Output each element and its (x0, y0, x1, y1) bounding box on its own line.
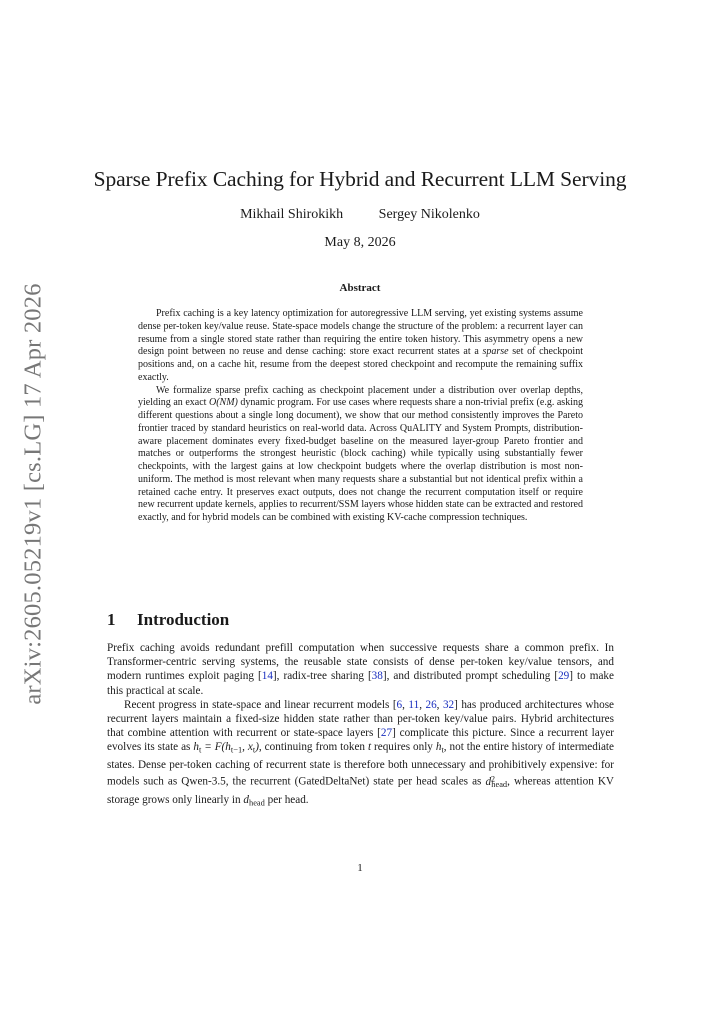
math-symbol: , x (242, 741, 253, 754)
abstract-text: Prefix caching is a key latency optimization for autoregressive LLM serving, yet existing systems assume dense per-token key/value reuse. State-space models change the structure of the problem: a recurrent layer can resume from a single stored state rather than requiring the entire token history. This asymmetry opens a new design point between no reuse and dense caching: store exact recurrent states at a (138, 308, 583, 358)
author-name: Mikhail Shirokikh (240, 207, 344, 222)
section-body (107, 641, 614, 810)
inline-math: t (367, 741, 372, 754)
body-text: , continuing from token (258, 741, 368, 754)
math-subscript: t (198, 745, 202, 755)
page-number: 1 (357, 862, 363, 874)
inline-math: O(NM) (208, 397, 238, 409)
section-number: 1 (107, 610, 116, 629)
author-name: Sergey Nikolenko (378, 207, 480, 222)
arxiv-identifier-stamp (10, 282, 58, 705)
inline-math (243, 794, 264, 806)
body-text: Recent progress in state-space and linear recurrent models [ (124, 698, 397, 711)
math-subscript: t−1 (230, 745, 243, 755)
inline-math (485, 776, 507, 788)
math-subscript: head (491, 780, 508, 790)
abstract-text: dynamic program. For use cases where requests share a non-trivial prefix (e.g. asking different questions about a single long document), we show that our method consistently improves the Pareto frontier traced by standard heuristics on real-world data. Across QuALITY and System Prompts, distribution-aware placement dominates every fixed-budget baseline on the measured layer-group Pareto frontier and matches or outperforms the strongest heuristic (block caching) while typically using substantially fewer checkpoints, with the largest gains at low checkpoint budgets where the overlap distribution is most non-uniform. The method is most relevant when many requests share a substantial but not identical prefix within a retained cache entry. It preserves exact outputs, does not change the recurrent computation itself or require new recurrent update kernels, applies to recurrent/SSM layers whose hidden state can be extracted and restored exactly, and for hybrid models can be combined with existing KV-cache compression techniques. (138, 397, 583, 523)
section-heading (107, 610, 607, 630)
math-subscript: head (249, 798, 265, 808)
math-symbol: h (193, 741, 199, 754)
math-subscript: t (441, 745, 444, 755)
inline-math (436, 741, 444, 753)
body-text: requires only (371, 741, 436, 754)
citation-link[interactable]: 6 (396, 698, 403, 711)
body-paragraph: Recent progress in state-space and linear recurrent models [6, 11, 26, 32] has produced architectures whose recurrent layers maintain a fixed-size hidden state rather than per-token key/value pairs. Hybrid architectures that combine attention with recurrent or state-space layers [27] complicate this picture. Since a recurrent layer evolves its state as $h_t = F(h_{t-1}$, $x_t$), continuing from token t requires only $h_t$, not the entire history of intermediate states. Dense per-token caching of recurrent state is therefore both unnecessary and prohibitively expensive: for models such as Qwen-3.5, the recurrent (GatedDeltaNet) state per head scales as $d^2_{head}$, whereas attention KV storage grows only linearly in $d_{head}$ per head. (107, 698, 615, 808)
body-text: Prefix caching avoids redundant prefill computation when successive requests share a common prefix. In Transformer-centric serving systems, the reusable state consists of dense per-token key/value tensors, and modern runtimes exploit paging [ (107, 642, 614, 683)
body-paragraph (107, 641, 614, 698)
citation-link[interactable]: 32 (442, 698, 455, 711)
body-text: , not the entire history of intermediate states. Dense per-token caching of recurrent state is therefore both unnecessary and prohibitively expensive: for models such as Qwen-3.5, the recurrent (GatedDeltaNet) state per head scales as (107, 741, 614, 788)
math-symbol: ) (255, 741, 259, 754)
abstract-body (138, 308, 583, 525)
citation-link[interactable]: 38 (371, 670, 383, 683)
abstract-paragraph (138, 308, 583, 385)
math-symbol: h (435, 741, 442, 754)
body-text: ], radix-tree sharing [ (272, 670, 372, 683)
abstract-paragraph (138, 385, 583, 525)
body-text: ] to make this practical at scale. (107, 670, 614, 697)
math-symbol: = F(h (201, 741, 231, 754)
inline-math (193, 741, 259, 753)
citation-link[interactable]: 26 (425, 698, 437, 711)
author-list (60, 207, 660, 223)
abstract-heading: Abstract (339, 282, 381, 294)
paper-date: May 8, 2026 (324, 235, 396, 250)
abstract-emphasis: sparse (482, 346, 509, 358)
math-superscript: 2 (491, 774, 496, 784)
paper-title: Sparse Prefix Caching for Hybrid and Recurrent LLM Serving (93, 167, 627, 191)
arxiv-identifier-text: arXiv:2605.05219v1 [cs.LG] 17 Apr 2026 (20, 282, 48, 705)
citation-link[interactable]: 27 (380, 727, 393, 740)
citation-link[interactable]: 29 (558, 670, 570, 683)
body-text: ] has produced architectures whose recurrent layers maintain a fixed-size hidden state rather than per-token key/value pairs. Hybrid architectures that combine attention with recurrent or state-space layers [ (107, 698, 615, 740)
citation-link[interactable]: 11 (408, 698, 420, 711)
body-text: ] complicate this picture. Since a recurrent layer evolves its state as (107, 727, 615, 754)
math-subscript: t (252, 745, 256, 755)
abstract-text: set of checkpoint positions and, on a cache hit, resume from the deepest stored checkpoint and recompute the remaining suffix exactly. (138, 346, 583, 383)
body-text: ], and distributed prompt scheduling [ (382, 670, 559, 683)
abstract-text: We formalize sparse prefix caching as checkpoint placement under a distribution over overlap depths, yielding an exact (138, 384, 583, 409)
body-text: , whereas attention KV storage grows only linearly in (107, 775, 614, 806)
math-symbol: d (243, 793, 249, 806)
math-symbol: d (485, 775, 492, 788)
citation-link[interactable]: 14 (261, 670, 273, 683)
body-text: per head. (264, 793, 309, 806)
section-title: Introduction (137, 610, 230, 629)
